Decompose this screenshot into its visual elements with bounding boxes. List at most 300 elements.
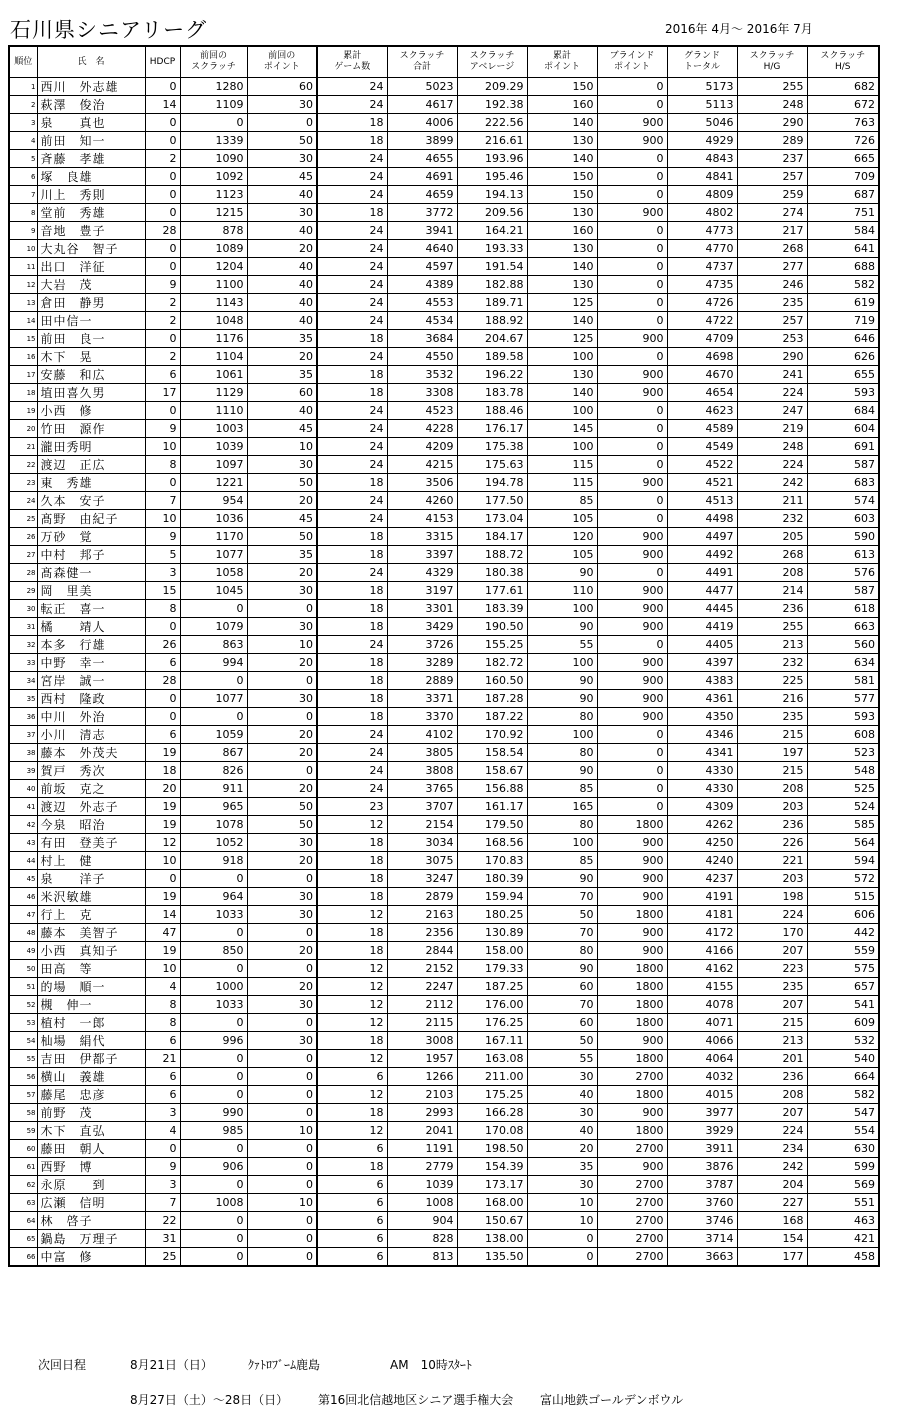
cell-games: 12 xyxy=(317,1086,387,1104)
cell-prev-scratch: 0 xyxy=(180,1014,247,1032)
table-row xyxy=(9,168,879,186)
cell-prev-point: 50 xyxy=(247,798,317,816)
table-row xyxy=(9,492,879,510)
cell-total-point: 125 xyxy=(527,330,597,348)
cell-rank: 30 xyxy=(9,600,37,618)
cell-games: 12 xyxy=(317,978,387,996)
cell-high-game: 168 xyxy=(737,1212,807,1230)
cell-scratch-average: 195.46 xyxy=(457,168,527,186)
cell-rank: 4 xyxy=(9,132,37,150)
cell-scratch-total: 3308 xyxy=(387,384,457,402)
event-venue: 富山地鉄ゴールデンボウル xyxy=(540,1393,684,1407)
cell-scratch-total: 3805 xyxy=(387,744,457,762)
cell-games: 24 xyxy=(317,168,387,186)
cell-games: 6 xyxy=(317,1194,387,1212)
cell-games: 12 xyxy=(317,816,387,834)
cell-high-game: 215 xyxy=(737,762,807,780)
cell-hdcp: 19 xyxy=(145,744,180,762)
cell-high-series: 626 xyxy=(807,348,879,366)
col-scratch-total: スクラッチ 合計 xyxy=(387,46,457,78)
cell-rank: 20 xyxy=(9,420,37,438)
cell-hdcp: 0 xyxy=(145,186,180,204)
cell-scratch-total: 3397 xyxy=(387,546,457,564)
cell-blind-point: 0 xyxy=(597,438,667,456)
cell-scratch-average: 209.29 xyxy=(457,78,527,96)
cell-hdcp: 19 xyxy=(145,798,180,816)
cell-prev-point: 40 xyxy=(247,276,317,294)
cell-prev-scratch: 1058 xyxy=(180,564,247,582)
cell-name: 木下 晃 xyxy=(37,348,145,366)
cell-scratch-total: 3899 xyxy=(387,132,457,150)
cell-rank: 7 xyxy=(9,186,37,204)
cell-hdcp: 28 xyxy=(145,222,180,240)
cell-name: 小西 真知子 xyxy=(37,942,145,960)
cell-blind-point: 900 xyxy=(597,546,667,564)
cell-games: 6 xyxy=(317,1212,387,1230)
cell-high-game: 246 xyxy=(737,276,807,294)
cell-total-point: 130 xyxy=(527,240,597,258)
cell-scratch-total: 904 xyxy=(387,1212,457,1230)
cell-hdcp: 19 xyxy=(145,888,180,906)
table-row xyxy=(9,1122,879,1140)
cell-blind-point: 0 xyxy=(597,798,667,816)
table-row xyxy=(9,834,879,852)
cell-games: 12 xyxy=(317,1050,387,1068)
cell-blind-point: 0 xyxy=(597,780,667,798)
table-row xyxy=(9,780,879,798)
cell-scratch-total: 4153 xyxy=(387,510,457,528)
cell-games: 24 xyxy=(317,312,387,330)
cell-grand-total: 5173 xyxy=(667,78,737,96)
cell-rank: 59 xyxy=(9,1122,37,1140)
cell-high-series: 572 xyxy=(807,870,879,888)
cell-high-series: 577 xyxy=(807,690,879,708)
cell-total-point: 140 xyxy=(527,384,597,402)
cell-blind-point: 0 xyxy=(597,276,667,294)
cell-high-game: 248 xyxy=(737,438,807,456)
cell-grand-total: 4078 xyxy=(667,996,737,1014)
table-row xyxy=(9,1050,879,1068)
cell-scratch-average: 182.88 xyxy=(457,276,527,294)
cell-name: 前野 茂 xyxy=(37,1104,145,1122)
cell-blind-point: 900 xyxy=(597,330,667,348)
table-row xyxy=(9,708,879,726)
cell-scratch-average: 188.92 xyxy=(457,312,527,330)
cell-name: 渡辺 外志子 xyxy=(37,798,145,816)
table-row xyxy=(9,870,879,888)
cell-high-game: 253 xyxy=(737,330,807,348)
cell-name: 今泉 昭治 xyxy=(37,816,145,834)
cell-games: 24 xyxy=(317,762,387,780)
cell-games: 18 xyxy=(317,600,387,618)
cell-high-game: 198 xyxy=(737,888,807,906)
cell-prev-point: 20 xyxy=(247,240,317,258)
cell-hdcp: 0 xyxy=(145,78,180,96)
cell-high-game: 225 xyxy=(737,672,807,690)
cell-prev-point: 0 xyxy=(247,114,317,132)
cell-scratch-total: 4655 xyxy=(387,150,457,168)
cell-total-point: 90 xyxy=(527,690,597,708)
cell-scratch-total: 4640 xyxy=(387,240,457,258)
cell-total-point: 160 xyxy=(527,222,597,240)
cell-scratch-total: 3301 xyxy=(387,600,457,618)
cell-rank: 44 xyxy=(9,852,37,870)
cell-scratch-average: 150.67 xyxy=(457,1212,527,1230)
cell-games: 18 xyxy=(317,924,387,942)
cell-total-point: 60 xyxy=(527,1014,597,1032)
cell-blind-point: 1800 xyxy=(597,1086,667,1104)
cell-blind-point: 1800 xyxy=(597,1122,667,1140)
cell-prev-point: 0 xyxy=(247,960,317,978)
cell-scratch-average: 173.17 xyxy=(457,1176,527,1194)
cell-games: 24 xyxy=(317,276,387,294)
table-row xyxy=(9,924,879,942)
cell-scratch-average: 168.00 xyxy=(457,1194,527,1212)
cell-blind-point: 900 xyxy=(597,834,667,852)
cell-name: 髙野 由紀子 xyxy=(37,510,145,528)
cell-high-game: 277 xyxy=(737,258,807,276)
event-date: 8月27日（土）～28日（日） xyxy=(130,1393,289,1407)
cell-games: 24 xyxy=(317,258,387,276)
cell-prev-scratch: 1059 xyxy=(180,726,247,744)
cell-hdcp: 8 xyxy=(145,1014,180,1032)
cell-grand-total: 4405 xyxy=(667,636,737,654)
cell-hdcp: 8 xyxy=(145,456,180,474)
cell-prev-point: 30 xyxy=(247,582,317,600)
cell-scratch-total: 1039 xyxy=(387,1176,457,1194)
table-row xyxy=(9,564,879,582)
cell-hdcp: 21 xyxy=(145,1050,180,1068)
cell-total-point: 80 xyxy=(527,744,597,762)
cell-prev-point: 30 xyxy=(247,618,317,636)
cell-scratch-average: 179.33 xyxy=(457,960,527,978)
cell-games: 18 xyxy=(317,204,387,222)
cell-total-point: 140 xyxy=(527,312,597,330)
col-name: 氏 名 xyxy=(37,46,145,78)
cell-high-game: 207 xyxy=(737,1104,807,1122)
cell-total-point: 140 xyxy=(527,114,597,132)
cell-prev-scratch: 0 xyxy=(180,1176,247,1194)
cell-name: 賀戸 秀次 xyxy=(37,762,145,780)
cell-high-game: 177 xyxy=(737,1248,807,1267)
cell-total-point: 150 xyxy=(527,186,597,204)
cell-prev-point: 10 xyxy=(247,1194,317,1212)
cell-blind-point: 0 xyxy=(597,78,667,96)
cell-scratch-average: 175.38 xyxy=(457,438,527,456)
cell-rank: 55 xyxy=(9,1050,37,1068)
cell-high-series: 569 xyxy=(807,1176,879,1194)
table-row xyxy=(9,348,879,366)
cell-name: 広瀬 信明 xyxy=(37,1194,145,1212)
cell-prev-scratch: 0 xyxy=(180,1068,247,1086)
cell-scratch-average: 193.33 xyxy=(457,240,527,258)
cell-rank: 17 xyxy=(9,366,37,384)
cell-scratch-average: 170.83 xyxy=(457,852,527,870)
cell-hdcp: 0 xyxy=(145,870,180,888)
cell-scratch-total: 3008 xyxy=(387,1032,457,1050)
cell-rank: 3 xyxy=(9,114,37,132)
cell-blind-point: 900 xyxy=(597,366,667,384)
cell-name: 小西 修 xyxy=(37,402,145,420)
cell-blind-point: 900 xyxy=(597,870,667,888)
col-hdcp: HDCP xyxy=(145,46,180,78)
table-row xyxy=(9,132,879,150)
cell-blind-point: 0 xyxy=(597,762,667,780)
cell-games: 18 xyxy=(317,618,387,636)
cell-prev-scratch: 1339 xyxy=(180,132,247,150)
cell-total-point: 105 xyxy=(527,510,597,528)
cell-high-game: 274 xyxy=(737,204,807,222)
cell-name: 本多 行雄 xyxy=(37,636,145,654)
cell-blind-point: 900 xyxy=(597,654,667,672)
cell-high-game: 259 xyxy=(737,186,807,204)
cell-rank: 6 xyxy=(9,168,37,186)
cell-name: 槻 伸一 xyxy=(37,996,145,1014)
cell-games: 24 xyxy=(317,636,387,654)
cell-grand-total: 4722 xyxy=(667,312,737,330)
cell-rank: 34 xyxy=(9,672,37,690)
cell-blind-point: 1800 xyxy=(597,1014,667,1032)
cell-scratch-total: 2152 xyxy=(387,960,457,978)
table-row xyxy=(9,546,879,564)
cell-prev-point: 35 xyxy=(247,366,317,384)
cell-prev-scratch: 1170 xyxy=(180,528,247,546)
table-row xyxy=(9,258,879,276)
cell-high-game: 204 xyxy=(737,1176,807,1194)
cell-prev-point: 10 xyxy=(247,636,317,654)
cell-scratch-total: 3941 xyxy=(387,222,457,240)
cell-name: 吉田 伊都子 xyxy=(37,1050,145,1068)
cell-name: 斉藤 孝雄 xyxy=(37,150,145,168)
cell-high-series: 442 xyxy=(807,924,879,942)
cell-hdcp: 9 xyxy=(145,528,180,546)
cell-high-game: 255 xyxy=(737,618,807,636)
cell-grand-total: 4491 xyxy=(667,564,737,582)
cell-rank: 63 xyxy=(9,1194,37,1212)
cell-games: 24 xyxy=(317,150,387,168)
cell-total-point: 115 xyxy=(527,474,597,492)
cell-blind-point: 900 xyxy=(597,672,667,690)
cell-hdcp: 7 xyxy=(145,492,180,510)
table-row xyxy=(9,294,879,312)
cell-high-series: 603 xyxy=(807,510,879,528)
cell-rank: 27 xyxy=(9,546,37,564)
cell-name: 藤本 美智子 xyxy=(37,924,145,942)
cell-prev-point: 45 xyxy=(247,420,317,438)
cell-blind-point: 2700 xyxy=(597,1248,667,1267)
table-row xyxy=(9,1212,879,1230)
cell-scratch-total: 1957 xyxy=(387,1050,457,1068)
cell-prev-scratch: 1221 xyxy=(180,474,247,492)
cell-prev-scratch: 1000 xyxy=(180,978,247,996)
cell-prev-point: 0 xyxy=(247,1014,317,1032)
cell-blind-point: 0 xyxy=(597,456,667,474)
cell-name: 西川 外志雄 xyxy=(37,78,145,96)
cell-scratch-average: 158.54 xyxy=(457,744,527,762)
cell-high-series: 587 xyxy=(807,582,879,600)
cell-blind-point: 900 xyxy=(597,888,667,906)
table-row xyxy=(9,78,879,96)
cell-grand-total: 4191 xyxy=(667,888,737,906)
cell-prev-point: 20 xyxy=(247,726,317,744)
cell-prev-scratch: 0 xyxy=(180,1140,247,1158)
cell-games: 18 xyxy=(317,114,387,132)
table-row xyxy=(9,222,879,240)
cell-total-point: 145 xyxy=(527,420,597,438)
cell-games: 18 xyxy=(317,474,387,492)
cell-prev-point: 0 xyxy=(247,870,317,888)
cell-total-point: 150 xyxy=(527,78,597,96)
cell-high-series: 609 xyxy=(807,1014,879,1032)
cell-scratch-average: 184.17 xyxy=(457,528,527,546)
table-row xyxy=(9,1032,879,1050)
cell-scratch-average: 164.21 xyxy=(457,222,527,240)
cell-grand-total: 4549 xyxy=(667,438,737,456)
cell-high-game: 207 xyxy=(737,996,807,1014)
cell-high-series: 575 xyxy=(807,960,879,978)
cell-name: 東 秀雄 xyxy=(37,474,145,492)
cell-prev-point: 0 xyxy=(247,1050,317,1068)
cell-scratch-total: 813 xyxy=(387,1248,457,1267)
cell-grand-total: 4361 xyxy=(667,690,737,708)
cell-prev-point: 20 xyxy=(247,978,317,996)
cell-prev-scratch: 863 xyxy=(180,636,247,654)
cell-games: 18 xyxy=(317,1104,387,1122)
cell-prev-scratch: 1077 xyxy=(180,546,247,564)
cell-prev-point: 30 xyxy=(247,96,317,114)
cell-prev-point: 10 xyxy=(247,1122,317,1140)
cell-high-game: 242 xyxy=(737,1158,807,1176)
cell-scratch-average: 190.50 xyxy=(457,618,527,636)
cell-grand-total: 4726 xyxy=(667,294,737,312)
cell-high-series: 547 xyxy=(807,1104,879,1122)
cell-grand-total: 4064 xyxy=(667,1050,737,1068)
cell-prev-scratch: 0 xyxy=(180,600,247,618)
cell-blind-point: 1800 xyxy=(597,960,667,978)
table-row xyxy=(9,456,879,474)
cell-scratch-average: 187.22 xyxy=(457,708,527,726)
cell-blind-point: 900 xyxy=(597,528,667,546)
cell-name: 泉 洋子 xyxy=(37,870,145,888)
cell-high-series: 523 xyxy=(807,744,879,762)
cell-games: 24 xyxy=(317,402,387,420)
table-row xyxy=(9,600,879,618)
cell-blind-point: 0 xyxy=(597,492,667,510)
cell-games: 24 xyxy=(317,78,387,96)
cell-rank: 38 xyxy=(9,744,37,762)
cell-prev-scratch: 0 xyxy=(180,708,247,726)
cell-grand-total: 4841 xyxy=(667,168,737,186)
cell-rank: 48 xyxy=(9,924,37,942)
cell-prev-point: 0 xyxy=(247,1068,317,1086)
cell-high-series: 581 xyxy=(807,672,879,690)
cell-total-point: 55 xyxy=(527,636,597,654)
cell-total-point: 140 xyxy=(527,150,597,168)
cell-blind-point: 2700 xyxy=(597,1230,667,1248)
cell-scratch-average: 192.38 xyxy=(457,96,527,114)
cell-grand-total: 3929 xyxy=(667,1122,737,1140)
cell-scratch-average: 198.50 xyxy=(457,1140,527,1158)
cell-total-point: 100 xyxy=(527,438,597,456)
cell-games: 6 xyxy=(317,1140,387,1158)
cell-games: 6 xyxy=(317,1176,387,1194)
cell-grand-total: 4735 xyxy=(667,276,737,294)
cell-name: 萩澤 俊治 xyxy=(37,96,145,114)
cell-prev-point: 20 xyxy=(247,942,317,960)
cell-hdcp: 15 xyxy=(145,582,180,600)
cell-grand-total: 4497 xyxy=(667,528,737,546)
table-row xyxy=(9,186,879,204)
cell-high-game: 234 xyxy=(737,1140,807,1158)
cell-hdcp: 0 xyxy=(145,402,180,420)
cell-high-series: 709 xyxy=(807,168,879,186)
cell-scratch-average: 196.22 xyxy=(457,366,527,384)
cell-scratch-total: 3315 xyxy=(387,528,457,546)
cell-name: 西野 博 xyxy=(37,1158,145,1176)
cell-high-series: 582 xyxy=(807,1086,879,1104)
cell-blind-point: 900 xyxy=(597,1032,667,1050)
cell-name: 安藤 和広 xyxy=(37,366,145,384)
cell-prev-point: 20 xyxy=(247,348,317,366)
cell-prev-point: 20 xyxy=(247,780,317,798)
cell-hdcp: 0 xyxy=(145,114,180,132)
cell-prev-point: 0 xyxy=(247,708,317,726)
cell-scratch-total: 2112 xyxy=(387,996,457,1014)
table-row xyxy=(9,654,879,672)
cell-hdcp: 25 xyxy=(145,1248,180,1267)
cell-scratch-average: 189.71 xyxy=(457,294,527,312)
cell-games: 24 xyxy=(317,186,387,204)
cell-scratch-total: 3289 xyxy=(387,654,457,672)
cell-high-game: 154 xyxy=(737,1230,807,1248)
cell-hdcp: 6 xyxy=(145,1068,180,1086)
table-row xyxy=(9,312,879,330)
cell-scratch-total: 1008 xyxy=(387,1194,457,1212)
cell-high-game: 289 xyxy=(737,132,807,150)
cell-hdcp: 0 xyxy=(145,258,180,276)
cell-blind-point: 900 xyxy=(597,384,667,402)
cell-scratch-total: 2103 xyxy=(387,1086,457,1104)
cell-total-point: 10 xyxy=(527,1212,597,1230)
cell-games: 18 xyxy=(317,1032,387,1050)
cell-total-point: 60 xyxy=(527,978,597,996)
cell-grand-total: 4492 xyxy=(667,546,737,564)
cell-total-point: 90 xyxy=(527,960,597,978)
cell-blind-point: 2700 xyxy=(597,1212,667,1230)
cell-high-game: 236 xyxy=(737,1068,807,1086)
cell-prev-scratch: 1061 xyxy=(180,366,247,384)
cell-name: 転正 喜一 xyxy=(37,600,145,618)
cell-scratch-total: 4534 xyxy=(387,312,457,330)
cell-prev-point: 40 xyxy=(247,222,317,240)
table-row xyxy=(9,276,879,294)
cell-scratch-total: 4550 xyxy=(387,348,457,366)
cell-scratch-total: 2779 xyxy=(387,1158,457,1176)
cell-scratch-average: 160.50 xyxy=(457,672,527,690)
cell-hdcp: 4 xyxy=(145,1122,180,1140)
cell-hdcp: 31 xyxy=(145,1230,180,1248)
cell-name: 音地 豊子 xyxy=(37,222,145,240)
cell-scratch-total: 4228 xyxy=(387,420,457,438)
cell-prev-point: 0 xyxy=(247,1212,317,1230)
cell-grand-total: 4809 xyxy=(667,186,737,204)
cell-scratch-total: 4523 xyxy=(387,402,457,420)
cell-total-point: 80 xyxy=(527,942,597,960)
cell-grand-total: 4513 xyxy=(667,492,737,510)
cell-games: 18 xyxy=(317,834,387,852)
cell-total-point: 100 xyxy=(527,348,597,366)
cell-grand-total: 4162 xyxy=(667,960,737,978)
